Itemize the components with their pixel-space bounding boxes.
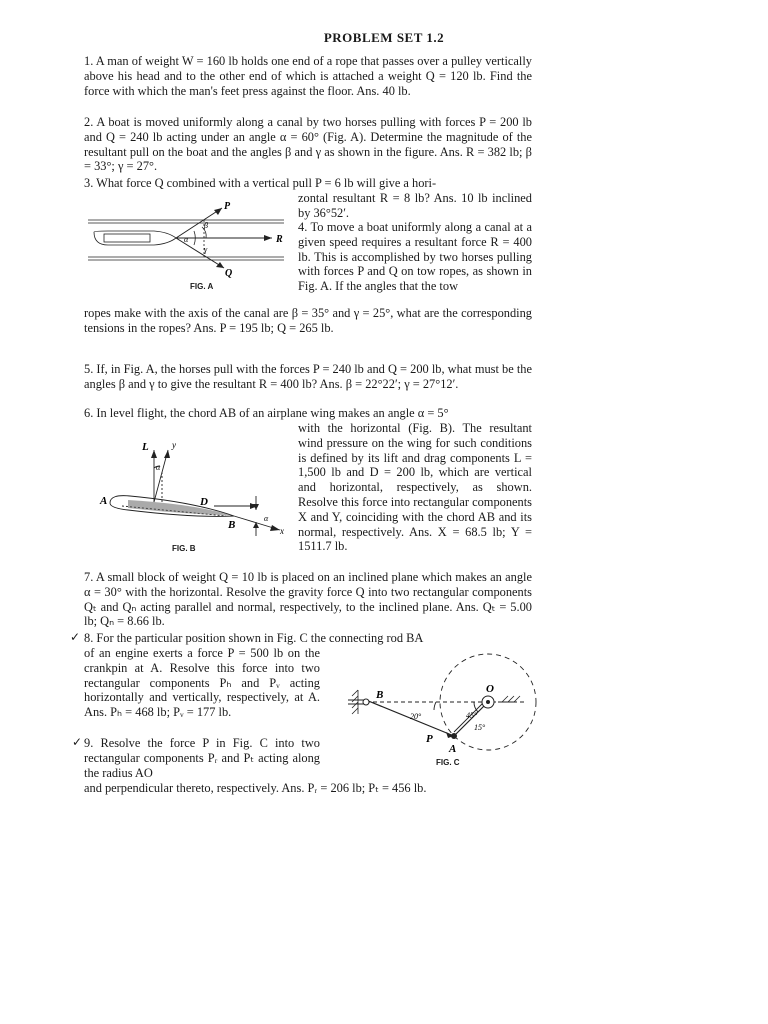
figure-b-drawing bbox=[84, 436, 296, 560]
figure-b-label-d: D bbox=[200, 496, 208, 508]
figure-a-label-gamma: γ bbox=[204, 245, 208, 254]
figure-c-caption: FIG. C bbox=[436, 758, 460, 767]
figure-b-label-alpha-right: α bbox=[264, 514, 269, 523]
figure-a-label-q: Q bbox=[225, 268, 233, 279]
figure-c-label-45-deg: 45° bbox=[466, 711, 478, 720]
figure-b bbox=[84, 436, 296, 560]
figure-c-label-15: 15° bbox=[474, 723, 486, 732]
figure-b-caption: FIG. B bbox=[172, 544, 196, 553]
problem-7: 7. A small block of weight Q = 10 lb is placed on an inclined plane which makes an angle α = 30° with the horizontal. Resolve the gravity force Q into two rectangular components Qₜ and Qₙ acting parallel and normal, respectively, to the inclined plane. Ans. Qₜ = 5.00 lb; Qₙ = 8.66 lb. bbox=[84, 570, 532, 629]
figure-a-label-p: P bbox=[224, 201, 231, 212]
figure-c-label-a: A bbox=[449, 743, 457, 755]
figure-b-label-alpha-top: α bbox=[156, 463, 161, 472]
figure-b-label-a: A bbox=[100, 495, 108, 507]
figure-a-label-alpha: α bbox=[184, 235, 189, 244]
problem-9-continued: and perpendicular thereto, respectively. Ans. Pᵣ = 206 lb; Pₜ = 456 lb. bbox=[84, 781, 427, 795]
figure-b-label-x: x bbox=[280, 526, 284, 536]
figure-b-label-b: B bbox=[228, 519, 236, 531]
figure-a-caption: FIG. A bbox=[190, 282, 214, 291]
figure-c-label-b: B bbox=[376, 689, 384, 701]
problem-4-part-2: ropes make with the axis of the canal are β = 35° and γ = 25°, what are the corresponding tensions in the ropes? Ans. P = 195 lb; Q = 265 lb. bbox=[84, 306, 532, 335]
problem-6-continued: with the horizontal (Fig. B). The resultant wind pressure on the wing for such conditions is defined by its lift and drag components L = 1,500 lb and D = 200 lb, which are vertical and horizontal, respectively, as shown. Resolve this force into rectangular components X and Y, coinciding with the chord AB and its normal, respectively. Ans. X = 68.5 lb; Y = 1511.7 lb. bbox=[298, 421, 532, 554]
figure-c-drawing bbox=[336, 652, 546, 772]
figure-b-label-l: L bbox=[142, 441, 149, 453]
check-mark-problem-9: ✓ bbox=[72, 735, 83, 749]
problem-9-first-part: 9. Resolve the force P in Fig. C into two rectangular components Pᵣ and Pₜ acting along the radius AO bbox=[84, 736, 320, 780]
problem-2: 2. A boat is moved uniformly along a canal by two horses pulling with forces P = 200 lb and Q = 240 lb acting under an angle α = 60° (Fig. A). Determine the magnitude of the resultant pull on the boat and the angles β and γ as shown in the figure. Ans. R = 382 lb; β = 33°; γ = 27°. bbox=[84, 115, 532, 174]
figure-a-label-r: R bbox=[276, 234, 283, 245]
figure-a-label-beta: β bbox=[204, 221, 208, 230]
figure-b-label-y: y bbox=[172, 440, 176, 450]
figure-a bbox=[84, 200, 294, 298]
figure-c-label-20-deg: 20° bbox=[410, 712, 422, 721]
problem-5: 5. If, in Fig. A, the horses pull with the forces P = 240 lb and Q = 200 lb, what must be the angles β and γ to give the resultant R = 400 lb? Ans. β = 22°22′; γ = 27°12′. bbox=[84, 362, 532, 391]
problem-3-continued: zontal resultant R = 8 lb? Ans. 10 lb inclined by 36°52′. bbox=[298, 191, 532, 220]
figure-a-drawing bbox=[84, 200, 294, 298]
page-title: PROBLEM SET 1.2 bbox=[323, 30, 445, 45]
problem-3-first-line: 3. What force Q combined with a vertical pull P = 6 lb will give a hori- bbox=[84, 176, 437, 190]
check-mark-problem-8: ✓ bbox=[70, 630, 81, 644]
problem-6-first-line: 6. In level flight, the chord AB of an airplane wing makes an angle α = 5° bbox=[84, 406, 449, 420]
figure-c-label-o: O bbox=[486, 683, 494, 695]
problem-8-continued: of an engine exerts a force P = 500 lb on the crankpin at A. Resolve this force into two rectangular components Pₕ and Pᵥ acting horizontally and vertically, respectively, at A. Ans. Pₕ = 468 lb; Pᵥ = 177 lb. bbox=[84, 646, 320, 720]
figure-c-label-p: P bbox=[426, 733, 433, 745]
figure-c bbox=[336, 652, 546, 772]
problem-4-part-1: 4. To move a boat uniformly along a canal at a given speed requires a resultant force R = 400 lb. This is accomplished by two horses pulling with forces P and Q on tow ropes, as shown in Fig. A. If the angles that the tow bbox=[298, 220, 532, 294]
problem-1: 1. A man of weight W = 160 lb holds one end of a rope that passes over a pulley vertically above his head and to the other end of which is attached a weight Q = 120 lb. Find the force with which the man's feet press against the floor. Ans. 40 lb. bbox=[84, 54, 532, 98]
problem-8-first-line: 8. For the particular position shown in Fig. C the connecting rod BA bbox=[84, 631, 424, 645]
